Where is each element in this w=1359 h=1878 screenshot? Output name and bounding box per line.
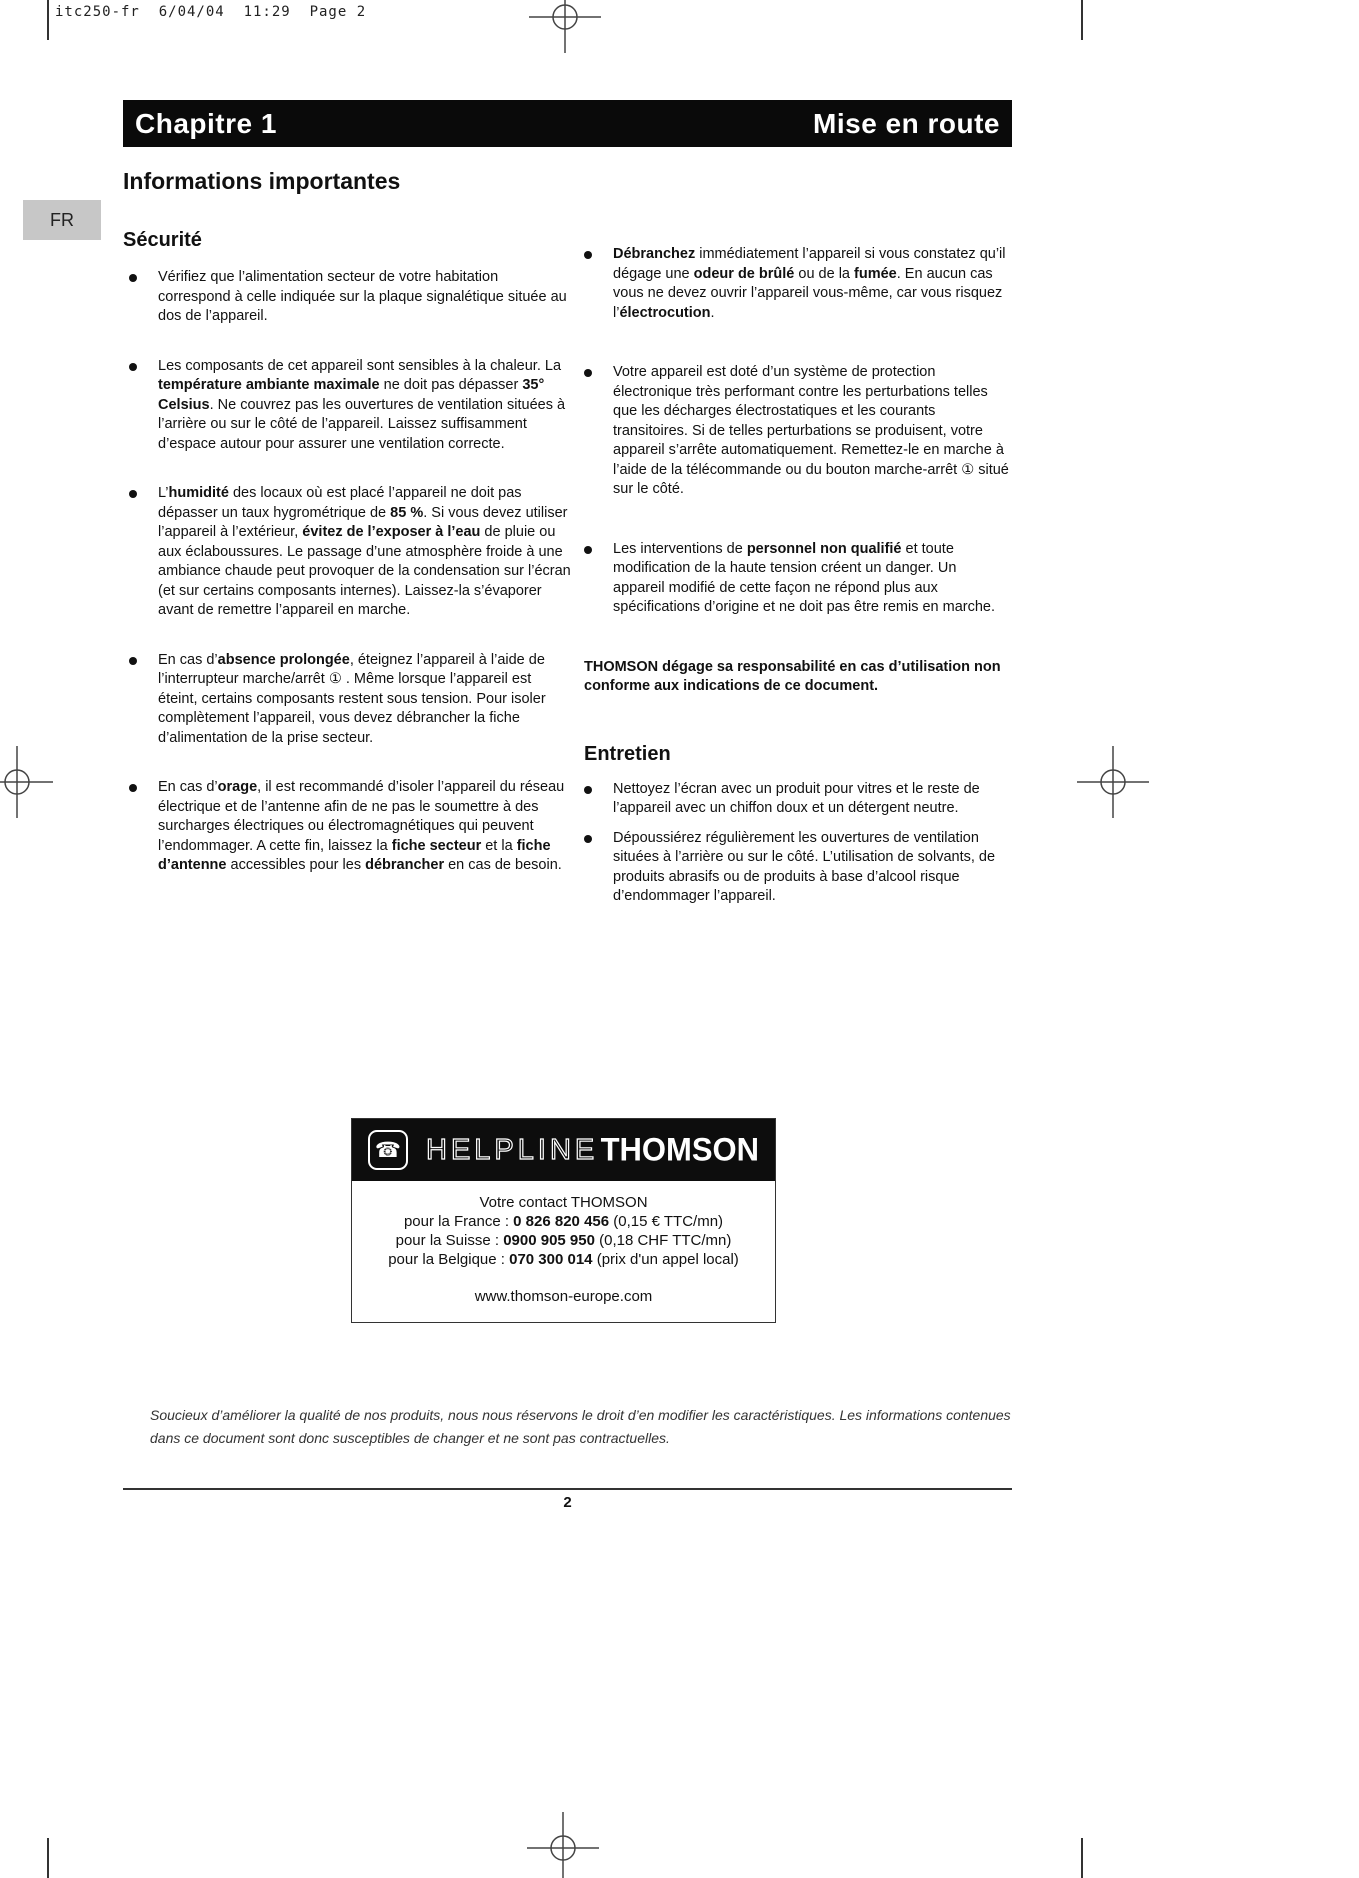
- bullet-icon: [584, 251, 592, 259]
- crop-mark: [47, 0, 49, 40]
- list-item-text: En cas d’orage, il est recommandé d’isoler l’appareil du réseau électrique et de l’antenne afin de ne pas le soumettre à des surcharges électriques ou électromagnétiques qui peuvent l’endommager. A cette fin, laissez la fiche secteur et la fiche d’antenne accessibles pour les débrancher en cas de besoin.: [158, 779, 565, 873]
- security-heading: Sécurité: [123, 229, 202, 251]
- bullet-icon: [584, 369, 592, 377]
- registration-mark: [527, 1812, 599, 1878]
- liability-note: THOMSON dégage sa responsabilité en cas d’utilisation non conforme aux indications de ce document.: [584, 658, 1001, 694]
- registration-mark: [1077, 746, 1149, 818]
- chapter-label: Chapitre 1: [135, 107, 277, 139]
- print-proof-header: itc250-fr 6/04/04 11:29 Page 2: [55, 4, 367, 20]
- phone-icon: ☎: [368, 1130, 408, 1170]
- helpline-header-bar: [352, 1119, 775, 1181]
- list-item-text: L’humidité des locaux où est placé l’appareil ne doit pas dépasser un taux hygrométrique de 85 %. Si vous devez utiliser l’appareil à l’extérieur, évitez de l’exposer à l’eau de pluie ou aux éclaboussures. Le passage d’une atmosphère froide à une ambiance chaude peut provoquer de la condensation sur l’écran (et sur certains composants internes). Laissez-la s’évaporer avant de remettre l’appareil en marche.: [158, 485, 571, 618]
- crop-mark: [47, 1838, 49, 1878]
- crop-mark: [1081, 1838, 1083, 1878]
- contact-lines: [360, 1193, 767, 1269]
- thomson-logo: THOMSON: [600, 1131, 759, 1168]
- contact-line: Votre contact THOMSON: [479, 1194, 648, 1211]
- bullet-icon: [129, 363, 137, 371]
- list-item: [578, 540, 1012, 618]
- list-item-text: En cas d’absence prolongée, éteignez l’appareil à l’aide de l’interrupteur marche/arrêt ① . Même lorsque l’appareil est éteint, certains composants restent sous tension. Pour isoler complètement l’appareil, vous devez débrancher la fiche d’alimentation de la prise secteur.: [158, 651, 546, 746]
- registration-mark: [0, 746, 53, 818]
- contact-line: pour la Belgique : 070 300 014 (prix d'un appel local): [388, 1251, 739, 1268]
- list-item: [578, 363, 1012, 500]
- maintenance-heading: Entretien: [584, 742, 671, 765]
- registration-mark: [529, 0, 601, 53]
- list-item: [123, 778, 571, 876]
- security-bullet-list-left: [123, 268, 571, 876]
- list-item: [578, 245, 1012, 323]
- list-item: [123, 651, 571, 749]
- list-item-text: Vérifiez que l’alimentation secteur de votre habitation correspond à celle indiquée sur la plaque signalétique située au dos de l’appareil.: [158, 269, 567, 324]
- helpline-contact-info: [352, 1181, 775, 1322]
- right-column: [578, 229, 1012, 917]
- crop-mark: [1081, 0, 1083, 40]
- list-item: [578, 829, 1012, 907]
- chapter-title: Mise en route: [813, 107, 1000, 139]
- maintenance-bullet-list: [578, 780, 1012, 907]
- bullet-icon: [584, 546, 592, 554]
- chapter-header-bar: [123, 100, 1012, 147]
- two-column-layout: [123, 229, 1012, 917]
- bullet-icon: [129, 784, 137, 792]
- bullet-icon: [584, 786, 592, 794]
- website-url: www.thomson-europe.com: [474, 1288, 653, 1305]
- footer-divider: [123, 1488, 1012, 1490]
- bullet-icon: [129, 274, 137, 282]
- bullet-icon: [129, 490, 137, 498]
- security-bullet-list-right: [578, 245, 1012, 618]
- main-content: [123, 168, 1012, 917]
- legal-disclaimer: Soucieux d’améliorer la qualité de nos produits, nous nous réservons le droit d’en modifier les caractéristiques. Les informations contenues dans ce document sont donc susceptibles de changer et ne sont pas contractuelles.: [150, 1407, 1011, 1446]
- list-item-text: Les composants de cet appareil sont sensibles à la chaleur. La température ambiante maximale ne doit pas dépasser 35° Celsius. Ne couvrez pas les ouvertures de ventilation situées à l’arrière ou sur le côté de l’appareil. Laissez suffisamment d’espace autour pour assurer une ventilation correcte.: [158, 357, 566, 452]
- bullet-icon: [129, 657, 137, 665]
- list-item-text: Dépoussiérez régulièrement les ouvertures de ventilation situées à l’arrière ou sur le côté. L’utilisation de solvants, de produits abrasifs ou de produits à base d’alcool risque d’endommager l’appareil.: [613, 829, 996, 904]
- list-item: [123, 268, 571, 327]
- helpline-wordmark: HELPLINE: [426, 1133, 599, 1166]
- list-item: [578, 780, 1012, 819]
- contact-line: pour la France : 0 826 820 456 (0,15 € TTC/mn): [403, 1213, 724, 1230]
- left-column: [123, 229, 571, 917]
- helpline-box: [351, 1118, 776, 1323]
- list-item-text: Les interventions de personnel non qualifié et toute modification de la haute tension créent un danger. Un appareil modifié de cette façon ne répond plus aux spécifications d’origine et ne doit pas être remis en marche.: [613, 540, 996, 615]
- list-item: [123, 357, 571, 455]
- list-item-text: Débranchez immédiatement l’appareil si vous constatez qu’il dégage une odeur de brûlé ou de la fumée. En aucun cas vous ne devez ouvrir l’appareil vous-même, car vous risquez l’électrocution.: [613, 246, 1006, 321]
- bullet-icon: [584, 835, 592, 843]
- list-item: [123, 484, 571, 621]
- page-number: 2: [563, 1494, 572, 1511]
- list-item-text: Nettoyez l’écran avec un produit pour vitres et le reste de l’appareil avec un chiffon doux et un détergent neutre.: [613, 780, 980, 816]
- list-item-text: Votre appareil est doté d’un système de protection électronique très performant contre les perturbations telles que les décharges électrostatiques et les courants transitoires. Si de telles perturbations se produisent, votre appareil s’arrête automatiquement. Remettez-le en marche à l’aide de la télécommande ou du bouton marche-arrêt ① situé sur le côté.: [613, 364, 1009, 497]
- section-title: Informations importantes: [123, 168, 401, 194]
- contact-line: pour la Suisse : 0900 905 950 (0,18 CHF TTC/mn): [395, 1232, 732, 1249]
- language-tab: FR: [23, 200, 101, 240]
